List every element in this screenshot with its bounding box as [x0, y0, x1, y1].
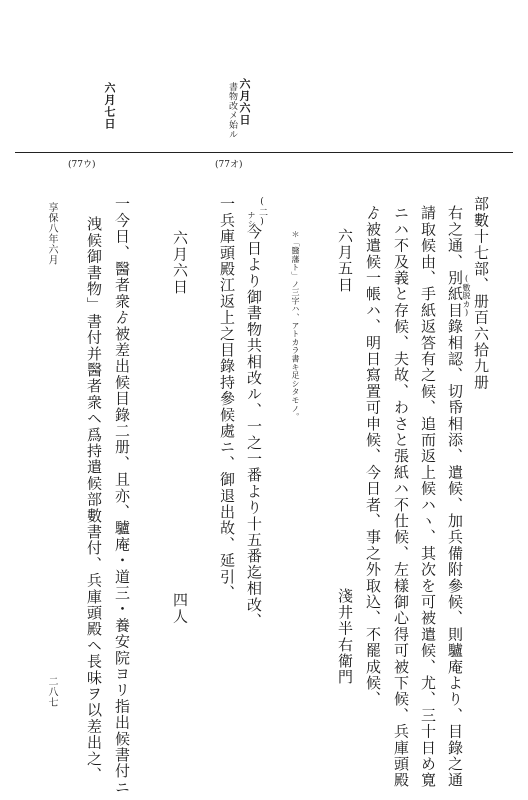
line-7: 今日より御書物共相改ル、一之一番より十五番迄相改、: [245, 224, 263, 629]
date-note-june-6-sub: 書物改メ始ル: [227, 82, 237, 139]
folio-right: (77オ): [215, 160, 243, 170]
line-2: 右之通、別紙目錄相認、切帋相添、遣候、加兵備附參候、則驢庵より、目錄之通: [446, 205, 464, 789]
editor-note: ＊「醫藩ト」ノ三字ハ、アトカラ書キ足シタモノ。: [291, 230, 300, 421]
side-label: 享保八年六月: [46, 202, 57, 265]
line-5: ゟ被遣候一帳ハ、明日寫置可申候、今日者、事之外取込、不罷成候、: [364, 205, 382, 708]
signature-asai: 淺井半右衛門: [336, 588, 354, 686]
folio-left: (77ウ): [68, 160, 96, 170]
line-10: 一今日、醫者衆ゟ被差出候目錄二册、且亦、驢庵・道三・養安院ヨリ指出候書付ニ: [113, 196, 131, 796]
date-june-6: 六月六日: [171, 230, 189, 295]
page-number: 二八七: [46, 676, 57, 708]
line-11: 洩候御書物」書付并醫者衆ヘ爲持遣候部數書付、兵庫頭殿ヘ長味ヲ以差出之、: [85, 216, 103, 783]
line-3: 請取候由、手紙返答有之候、追而返上候ハヽ、其次を可被遣候、尤、三十日め寛: [419, 205, 437, 789]
line-1: 部數十七部、册百六拾九册: [472, 196, 490, 391]
date-note-june-7: 六月七日: [103, 82, 116, 130]
date-june-5: 六月五日: [336, 228, 354, 293]
signature-four: 四人: [171, 592, 189, 625]
line-4: ニハ不及義と存候、夫故、わさと張紙ハ不仕候、左樣御心得可被下候、兵庫頭殿: [392, 205, 410, 789]
item-number: (二): [257, 197, 267, 228]
item-gloss: ナシ: [247, 211, 256, 228]
header-rule: [15, 152, 513, 153]
line-1-gloss: (數脱カ): [462, 274, 471, 318]
line-8: 一兵庫頭殿江返上之目錄持參候處ニ、御退出故、延引、: [218, 196, 236, 601]
date-note-june-6: 六月六日: [238, 78, 251, 126]
